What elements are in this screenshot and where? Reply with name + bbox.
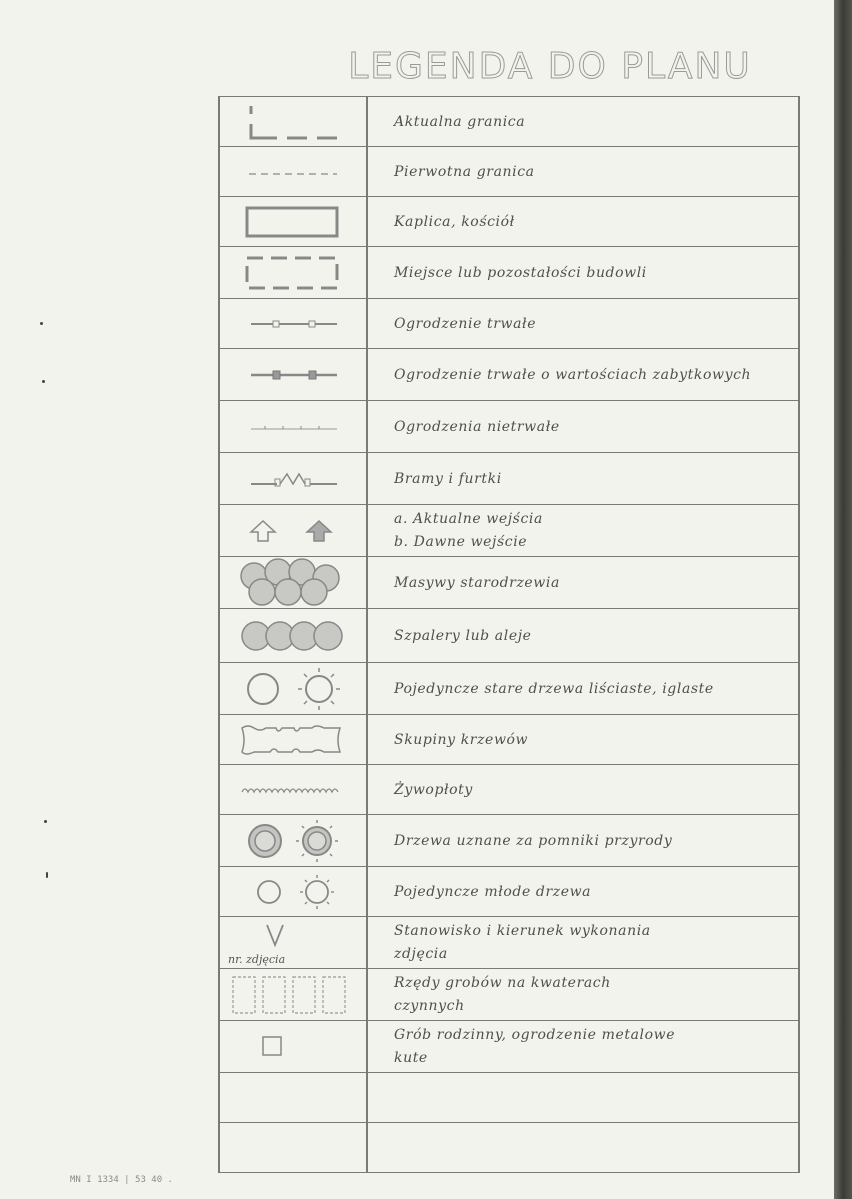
legend-text: Pojedyncze stare drzewa liściaste, iglaste bbox=[394, 680, 714, 697]
legend-row bbox=[218, 146, 800, 197]
legend-row bbox=[218, 662, 800, 715]
legend-text: Skupiny krzewów bbox=[394, 731, 529, 748]
legend-row bbox=[218, 764, 800, 815]
boundary-current-icon bbox=[218, 97, 366, 147]
fence-temporary-icon bbox=[218, 401, 366, 453]
legend-text: Szpalery lub aleje bbox=[394, 627, 532, 644]
gate-icon bbox=[218, 453, 366, 505]
page-title: LEGENDA DO PLANU bbox=[348, 46, 752, 87]
legend-text: Kaplica, kościół bbox=[394, 213, 515, 230]
legend-row bbox=[218, 608, 800, 663]
legend-text: Ogrodzenie trwałe o wartościach zabytkowych bbox=[394, 366, 752, 383]
legend-text: a. Aktualne wejścia b. Dawne wejście bbox=[394, 511, 543, 550]
legend-row bbox=[218, 714, 800, 765]
legend-row bbox=[218, 298, 800, 349]
legend-row bbox=[218, 1020, 800, 1073]
family-grave-icon bbox=[218, 1021, 366, 1073]
grave-rows-icon bbox=[218, 969, 366, 1021]
table-bottom-border bbox=[218, 1172, 800, 1173]
legend-row bbox=[218, 246, 800, 299]
legend-text: Drzewa uznane za pomniki przyrody bbox=[394, 832, 673, 849]
archive-stamp: MN I 1334 | 53 40 . bbox=[70, 1175, 173, 1185]
legend-row bbox=[218, 96, 800, 147]
hedge-icon bbox=[218, 765, 366, 815]
chapel-icon bbox=[218, 197, 366, 247]
legend-table bbox=[218, 96, 800, 1172]
legend-text: Stanowisko i kierunek wykonania zdjęcia bbox=[394, 923, 651, 962]
legend-text: Grób rodzinny, ogrodzenie metalowe kute bbox=[394, 1027, 676, 1066]
photo-number-label: nr. zdjęcia bbox=[228, 953, 286, 966]
legend-row bbox=[218, 504, 800, 557]
single-old-trees-icon bbox=[218, 663, 366, 715]
shrub-groups-icon bbox=[218, 715, 366, 765]
legend-text: Żywopłoty bbox=[394, 781, 473, 798]
young-trees-icon bbox=[218, 867, 366, 917]
legend-text: Rzędy grobów na kwaterach czynnych bbox=[394, 975, 611, 1014]
legend-text: Miejsce lub pozostałości budowli bbox=[394, 264, 647, 281]
legend-text: Ogrodzenia nietrwałe bbox=[394, 418, 560, 435]
legend-text: Masywy starodrzewia bbox=[394, 574, 560, 591]
tree-rows-icon bbox=[218, 609, 366, 663]
legend-row-empty bbox=[218, 1072, 800, 1123]
legend-row bbox=[218, 452, 800, 505]
legend-row bbox=[218, 916, 800, 969]
legend-row-empty bbox=[218, 1122, 800, 1173]
legend-text: Bramy i furtki bbox=[394, 470, 502, 487]
legend-text: Pierwotna granica bbox=[394, 163, 535, 180]
scan-speck bbox=[46, 872, 48, 878]
boundary-original-icon bbox=[218, 147, 366, 197]
legend-text: Ogrodzenie trwałe bbox=[394, 315, 537, 332]
monument-trees-icon bbox=[218, 815, 366, 867]
legend-text: Pojedyncze młode drzewa bbox=[394, 883, 592, 900]
legend-row bbox=[218, 814, 800, 867]
scan-speck bbox=[42, 380, 45, 383]
legend-row bbox=[218, 556, 800, 609]
photo-point-icon bbox=[218, 917, 366, 969]
legend-row bbox=[218, 348, 800, 401]
entrance-arrows-icon bbox=[218, 505, 366, 557]
building-remains-icon bbox=[218, 247, 366, 299]
scan-speck bbox=[44, 820, 47, 823]
scan-background-edge bbox=[834, 0, 852, 1199]
legend-row bbox=[218, 968, 800, 1021]
old-tree-masses-icon bbox=[218, 557, 366, 609]
legend-row bbox=[218, 866, 800, 917]
legend-row bbox=[218, 400, 800, 453]
scan-speck bbox=[40, 322, 43, 325]
legend-row bbox=[218, 196, 800, 247]
fence-historic-icon bbox=[218, 349, 366, 401]
fence-permanent-icon bbox=[218, 299, 366, 349]
legend-text: Aktualna granica bbox=[394, 113, 526, 130]
